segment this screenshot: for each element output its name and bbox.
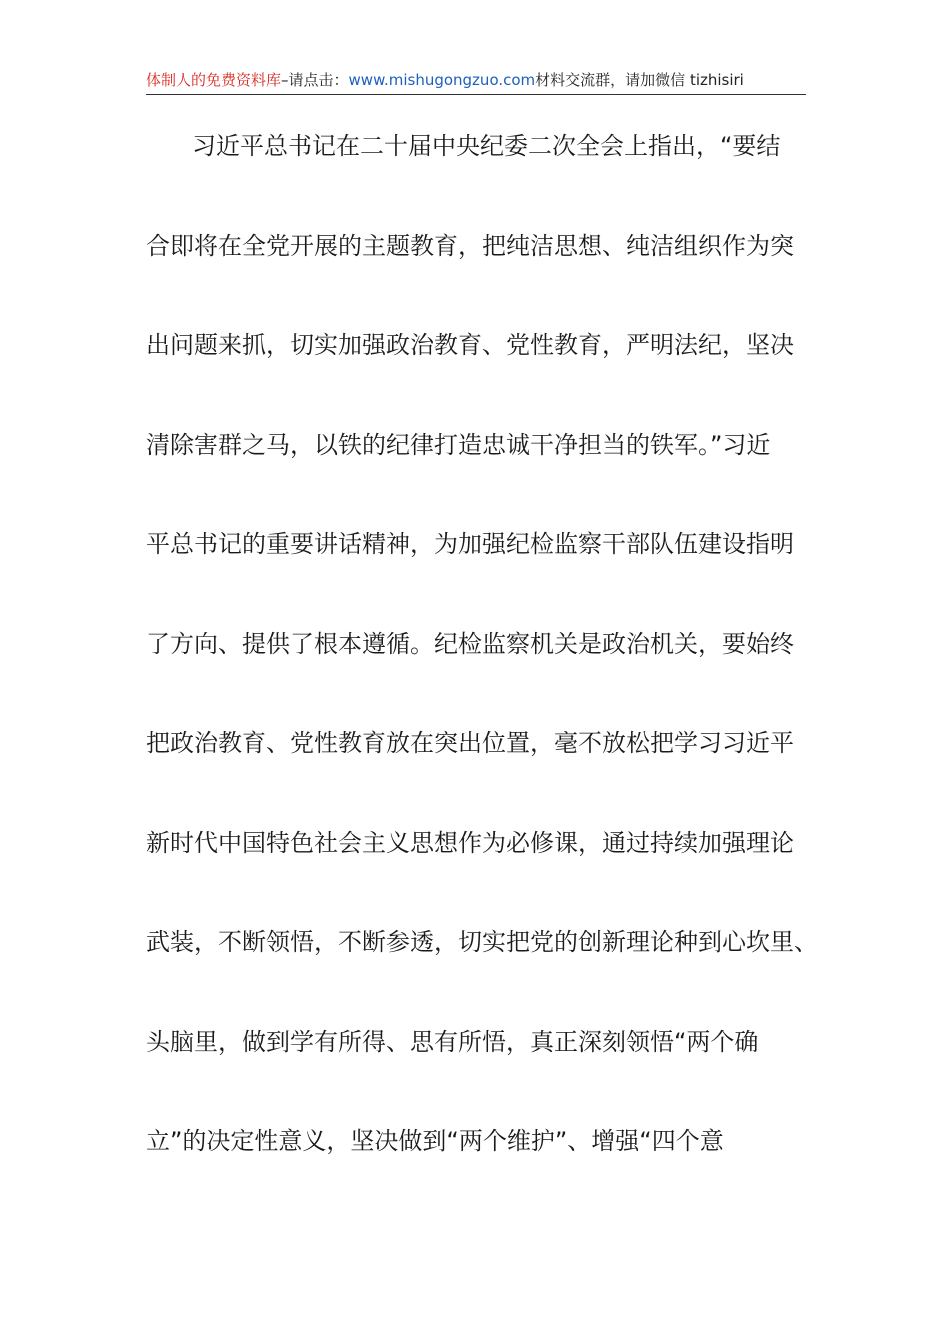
body-line: 立”的决定性意义，坚决做到“两个维护”、增强“四个意: [146, 1127, 724, 1155]
header-click-prompt: –请点击：: [281, 71, 349, 89]
document-body: [146, 118, 818, 1213]
body-line: 合即将在全党开展的主题教育，把纯洁思想、纯洁组织作为突: [146, 231, 794, 260]
body-line: 习近平总书记在二十届中央纪委二次全会上指出，“要结: [192, 132, 781, 160]
header-url-link[interactable]: www.mishugongzuo.com: [348, 71, 536, 89]
body-line: 平总书记的重要讲话精神，为加强纪检监察干部队伍建设指明: [146, 530, 794, 558]
body-line: 出问题来抓，切实加强政治教育、党性教育，严明法纪，坚决: [146, 331, 794, 359]
body-line: 了方向、提供了根本遵循。纪检监察机关是政治机关，要始终: [146, 629, 794, 658]
body-line: 头脑里，做到学有所得、思有所悟，真正深刻领悟“两个确: [146, 1027, 759, 1056]
body-line: 武装，不断领悟，不断参透，切实把党的创新理论种到心坎里、: [146, 928, 818, 956]
page-header: [146, 66, 806, 95]
header-brand: 体制人的免费资料库: [146, 71, 282, 89]
body-line: 清除害群之马，以铁的纪律打造忠诚干净担当的铁军。”习近: [146, 430, 771, 459]
header-group-info: 材料交流群，请加微信 tizhisiri: [535, 71, 744, 89]
body-line: 把政治教育、党性教育放在突出位置，毫不放松把学习习近平: [146, 729, 794, 757]
body-line: 新时代中国特色社会主义思想作为必修课，通过持续加强理论: [146, 828, 794, 857]
